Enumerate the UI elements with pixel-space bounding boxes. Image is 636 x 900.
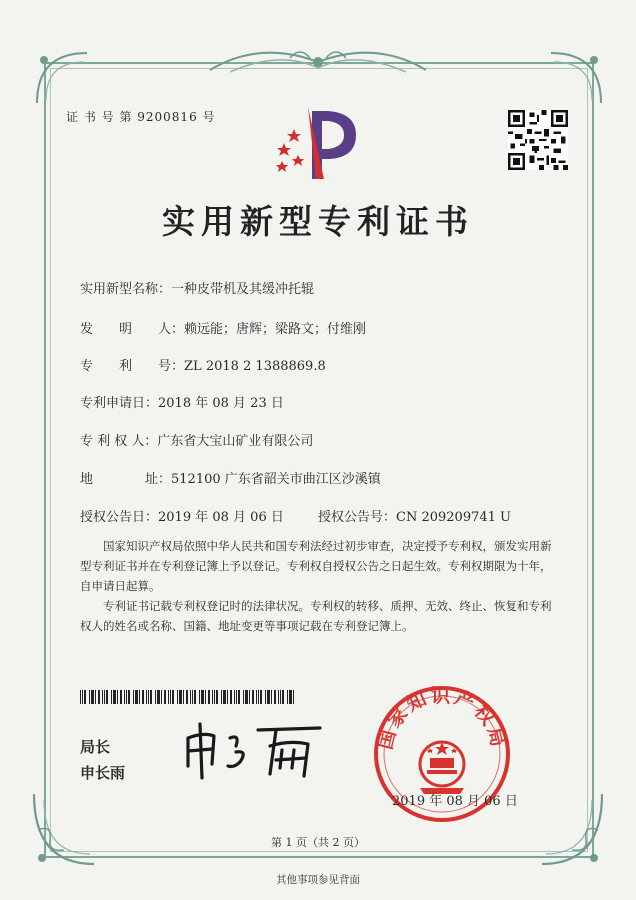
field-label: 专 利 权 人： — [80, 434, 158, 449]
footer-note: 其他事项参见背面 — [276, 874, 360, 886]
corner-ornament-bottom-right — [538, 790, 608, 870]
field-value: 2019 年 08 月 06 日 — [158, 510, 284, 525]
director-signature — [180, 716, 330, 786]
certificate-title: 实用新型专利证书 — [162, 202, 474, 241]
corner-ornament-top-left — [32, 48, 92, 108]
seal-text: 国家知识产权局 — [374, 685, 510, 752]
field-value: 一种皮带机及其缓冲托辊 — [171, 282, 315, 297]
issue-date: 2019 年 08 月 06 日 — [392, 794, 518, 809]
field-label: 专利申请日： — [80, 396, 159, 411]
field-value: 赖远能；唐辉；梁路文；付维刚 — [184, 322, 367, 337]
field-patent-number — [80, 355, 326, 374]
field-label: 授权公告日： — [80, 510, 159, 525]
field-value: 512100 广东省韶关市曲江区沙溪镇 — [171, 472, 381, 487]
field-value: 2018 年 08 月 23 日 — [158, 396, 284, 411]
field-value: CN 209209741 U — [396, 510, 511, 525]
page-indicator: 第 1 页（共 2 页） — [271, 836, 365, 849]
qr-code[interactable] — [508, 110, 568, 170]
paragraph-legal-status: 专利证书记载专利权登记时的法律状况。专利权的转移、质押、无效、终止、恢复和专利权人的姓名或名称、国籍、地址变更等事项记载在专利登记簿上。 — [80, 599, 552, 633]
certificate-number: 证 书 号 第 9200816 号 — [66, 110, 216, 124]
field-label: 专 利 号： — [80, 359, 185, 374]
paragraph-grant-statement: 国家知识产权局依照中华人民共和国专利法经过初步审查，决定授予专利权，颁发实用新型专利证书并在专利登记簿上予以登记。专利权自授权公告之日起生效。专利权期限为十年，自申请日起算。 — [80, 539, 552, 593]
field-value: 广东省大宝山矿业有限公司 — [157, 434, 314, 449]
field-label: 地 址： — [80, 472, 172, 487]
field-label: 发 明 人： — [80, 322, 185, 337]
field-grant-date — [80, 506, 284, 525]
field-patentee — [80, 430, 313, 449]
field-label: 实用新型名称： — [80, 282, 172, 297]
field-grant-number — [318, 506, 511, 525]
barcode — [80, 690, 298, 704]
top-ornament — [200, 40, 436, 80]
field-label: 授权公告号： — [318, 510, 397, 525]
national-emblem-icon — [420, 742, 464, 794]
field-filing-date — [80, 392, 284, 411]
director-name: 申长雨 — [80, 764, 126, 782]
field-value: ZL 2018 2 1388869.8 — [184, 359, 326, 374]
cnipa-logo — [272, 103, 368, 183]
field-inventors — [80, 318, 366, 337]
corner-ornament-top-right — [546, 48, 606, 108]
field-utility-model-name — [80, 278, 314, 297]
director-title: 局长 — [80, 738, 111, 756]
field-address — [80, 468, 381, 487]
corner-ornament-bottom-left — [28, 790, 98, 870]
